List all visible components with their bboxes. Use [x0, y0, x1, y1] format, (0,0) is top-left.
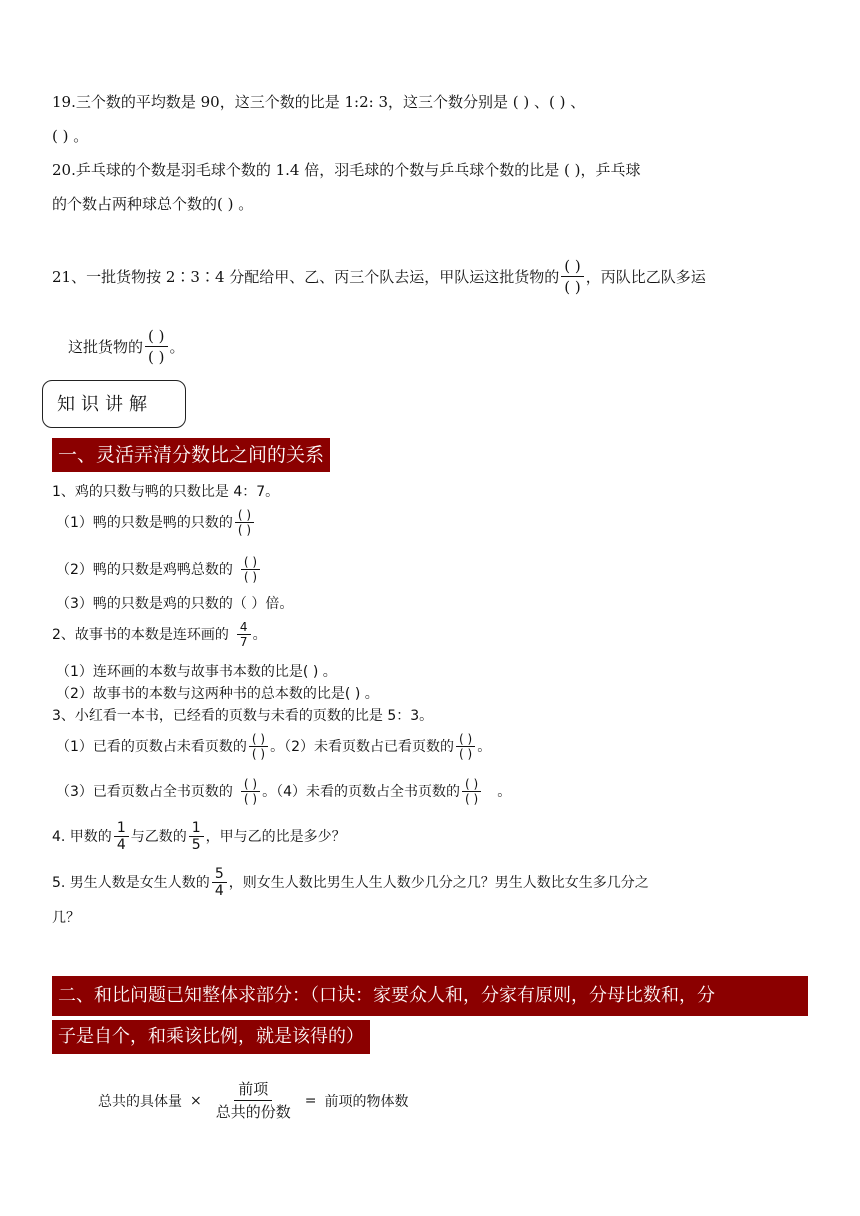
- s1-q5-suffix: ，则女生人数比男生人生人数少几分之几？男生人数比女生多几分之: [228, 874, 649, 891]
- s1-q3-1b: 。（2）未看页数占已看页数的: [270, 738, 455, 755]
- section2-title-line2: 子是自个，和乘该比例，就是该得的）: [52, 1020, 370, 1054]
- s1-q3-2b: 。（4）未看的页数占全书页数的: [262, 783, 461, 800]
- s1-q2-text: 2、故事书的本数是连环画的: [52, 626, 229, 643]
- s1-q4-prefix: 4. 甲数的: [52, 828, 112, 845]
- s1-q3-1a: （1）已看的页数占未看页数的: [56, 738, 247, 755]
- formula-left: 总共的具体量: [98, 1093, 182, 1110]
- q21-prefix: 21、一批货物按 2∶3∶4 分配给甲、乙、丙三个队去运，甲队运这批货物的: [52, 267, 560, 286]
- s1-q3-1-fraction: [249, 732, 268, 761]
- q21-line2-prefix: 这批货物的: [68, 337, 144, 356]
- s1-q2-suffix: 。: [252, 626, 267, 643]
- fraction-numerator: 1: [114, 820, 129, 837]
- s1-q4-mid: 与乙数的: [130, 828, 187, 845]
- formula-equals: =: [304, 1092, 317, 1109]
- blank-den: ( ): [251, 747, 266, 761]
- s1-q3: 3、小红看一本书，已经看的页数与未看的页数的比是 5：3。: [52, 708, 434, 724]
- blank-den: ( ): [459, 747, 473, 761]
- blank-den: ( ): [243, 570, 258, 584]
- s1-q4-fraction-2: [189, 820, 204, 853]
- section1-title: 一、灵活弄清分数比之间的关系: [52, 438, 330, 472]
- s1-q4-fraction-1: [114, 820, 129, 853]
- q21-blank-num-2: ( ): [145, 326, 167, 347]
- blank-num: ( ): [462, 777, 481, 792]
- s1-q2-fraction: [237, 620, 251, 649]
- s1-q4: [52, 820, 346, 853]
- fraction-numerator: 4: [237, 620, 251, 635]
- s1-q3-2-fraction: [456, 732, 475, 761]
- s1-q1-1-fraction: [235, 508, 254, 537]
- q21-line1: [52, 256, 706, 297]
- formula-times: ×: [190, 1092, 202, 1109]
- q19-line2: ( ) 。: [52, 127, 89, 145]
- s1-q3-2c: 。: [497, 783, 512, 800]
- blank-num: ( ): [241, 555, 260, 570]
- formula-denominator: 总共的份数: [215, 1103, 291, 1121]
- q21-fraction-1: [561, 256, 583, 297]
- q21-blank-den-2: ( ): [148, 348, 165, 366]
- q19-line1: 19.三个数的平均数是 90，这三个数的比是 1:2: 3，这三个数分别是 ( ) 、( ) 、: [52, 93, 586, 111]
- q21-line2: [68, 326, 185, 367]
- s1-q3-row2: [56, 777, 511, 806]
- blank-num: ( ): [241, 777, 260, 792]
- q21-blank-den-1: ( ): [564, 278, 581, 296]
- formula: [98, 1078, 408, 1123]
- q20-line1: 20.乒乓球的个数是羽毛球个数的 1.4 倍，羽毛球的个数与乒乓球个数的比是 ( )，乒乓球: [52, 161, 641, 179]
- fraction-denominator: 4: [214, 883, 224, 899]
- q21-fraction-2: [145, 326, 167, 367]
- s1-q1-3: （3）鸭的只数是鸡的只数的（ ）倍。: [56, 596, 294, 612]
- q21-suffix: ，丙队比乙队多运: [585, 267, 706, 286]
- s1-q1-1-text: （1）鸭的只数是鸭的只数的: [56, 514, 233, 531]
- formula-fraction: [212, 1078, 295, 1123]
- formula-right: 前项的物体数: [324, 1093, 409, 1110]
- s1-q2-2: （2）故事书的本数与这两种书的总本数的比是( ) 。: [56, 686, 379, 702]
- s1-q4-suffix: ，甲与乙的比是多少？: [205, 828, 346, 845]
- s1-q5-fraction: [212, 866, 227, 899]
- s1-q3-2a: （3）已看页数占全书页数的: [56, 783, 233, 800]
- knowledge-heading-box: 知识讲解: [42, 380, 186, 428]
- s1-q1-2-text: （2）鸭的只数是鸡鸭总数的: [56, 561, 233, 578]
- formula-numerator: 前项: [234, 1078, 272, 1101]
- section2-title-line1: 二、和比问题已知整体求部分：（口诀：家要众人和，分家有原则，分母比数和，分: [52, 976, 808, 1016]
- s1-q3-row1: [56, 732, 491, 761]
- blank-den: ( ): [243, 792, 258, 806]
- q20-line2: 的个数占两种球总个数的( ) 。: [52, 195, 254, 213]
- fraction-numerator: 5: [212, 866, 227, 883]
- s1-q1-2: [56, 555, 262, 584]
- fraction-numerator: 1: [189, 820, 204, 837]
- s1-q5-line2: 几？: [52, 910, 80, 926]
- s1-q2: [52, 620, 267, 649]
- blank-num: ( ): [456, 732, 475, 747]
- blank-num: ( ): [249, 732, 268, 747]
- s1-q2-1: （1）连环画的本数与故事书本数的比是( ) 。: [56, 664, 337, 680]
- q21-blank-num-1: ( ): [561, 256, 583, 277]
- s1-q3-4-fraction: [462, 777, 481, 806]
- fraction-denominator: 4: [116, 837, 126, 853]
- s1-q5: [52, 866, 649, 899]
- q21-line2-suffix: 。: [169, 337, 185, 356]
- s1-q5-prefix: 5. 男生人数是女生人数的: [52, 874, 210, 891]
- fraction-denominator: 5: [191, 837, 201, 853]
- s1-q1-2-fraction: [241, 555, 260, 584]
- s1-q1: 1、鸡的只数与鸭的只数比是 4：7。: [52, 484, 280, 500]
- blank-den: ( ): [465, 792, 479, 806]
- s1-q1-1: [56, 508, 256, 537]
- blank-num: ( ): [235, 508, 254, 523]
- fraction-denominator: 7: [239, 635, 248, 649]
- s1-q3-3-fraction: [241, 777, 260, 806]
- blank-den: ( ): [237, 523, 252, 537]
- s1-q3-1c: 。: [477, 738, 492, 755]
